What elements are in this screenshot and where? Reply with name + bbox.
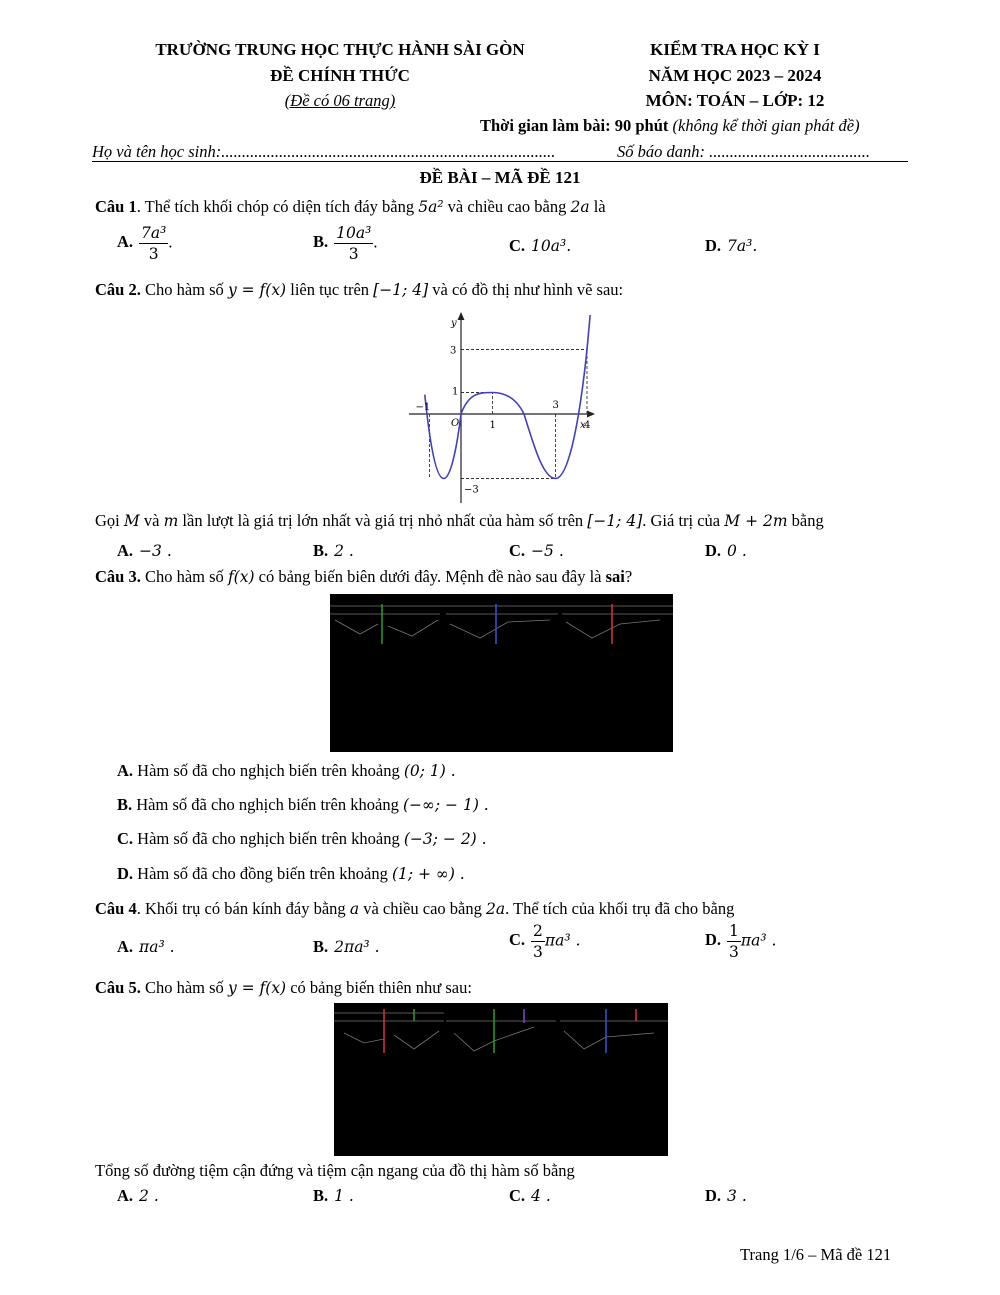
official-label: ĐỀ CHÍNH THỨC <box>270 66 410 85</box>
q2-option-d: D. 0 . <box>705 541 747 560</box>
q2-option-a: A. −3 . <box>117 541 172 560</box>
x-tick-3: 3 <box>552 400 559 411</box>
exam-code-title: ĐỀ BÀI – MÃ ĐỀ 121 <box>419 168 581 187</box>
page-footer: Trang 1/6 – Mã đề 121 <box>740 1245 892 1264</box>
header-divider <box>92 161 908 162</box>
q1-option-c: C. 10a³. <box>509 236 572 255</box>
question-5-options <box>0 1186 1000 1226</box>
q4-option-d: D. $\frac{1}{3}$ πa³ . <box>705 922 777 961</box>
student-name-field: Họ và tên học sinh:................................................................................. <box>92 142 556 161</box>
q5-option-a: A. 2 . <box>117 1186 159 1205</box>
y-tick-1: 1 <box>452 386 459 398</box>
q1-option-d: D. 7a³. <box>705 236 758 255</box>
question-1-options <box>0 224 1000 264</box>
q3-option-d: D. Hàm số đã cho đồng biến trên khoảng (1; + ∞) . <box>117 864 465 883</box>
q4-option-a: A. πa³ . <box>117 937 175 956</box>
time-limit: Thời gian làm bài: 90 phút (không kể thời gian phát đề) <box>480 116 860 135</box>
page-count: (Đề có 06 trang) <box>284 91 396 110</box>
question-5-followup: Tổng số đường tiệm cận đứng và tiệm cận ngang của đồ thị hàm số bằng <box>95 1161 575 1180</box>
q1-option-a: A. $\frac{\text{7a³}}{3}$ . <box>117 224 173 263</box>
y-axis-label: y <box>451 318 457 329</box>
question-2-followup: Gọi M và m lần lượt là giá trị lớn nhất và giá trị nhỏ nhất của hàm số trên [−1; 4]. Giá trị của M + 2m bằng <box>95 511 824 530</box>
y-tick-3: 3 <box>450 345 457 357</box>
question-3: Câu 3. Cho hàm số f(x) có bảng biến biên dưới đây. Mệnh đề nào sau đây là sai? <box>95 567 633 586</box>
y-axis-arrow <box>458 312 465 320</box>
x-tick-1: 1 <box>489 420 496 431</box>
x-tick-minus1: −1 <box>415 402 431 413</box>
q5-option-d: D. 3 . <box>705 1186 747 1205</box>
q2-option-b: B. 2 . <box>313 541 354 560</box>
x-axis-label: x <box>580 420 586 431</box>
origin-label: O <box>451 418 460 429</box>
variation-table-image-2 <box>334 1003 668 1156</box>
q2-option-c: C. −5 . <box>509 541 564 560</box>
subject: MÔN: TOÁN – LỚP: 12 <box>645 91 825 110</box>
q3-option-c: C. Hàm số đã cho nghịch biến trên khoảng (−3; − 2) . <box>117 829 487 848</box>
question-1: Câu 1. Thể tích khối chóp có diện tích đáy bằng 5a² và chiều cao bằng 2a là <box>95 197 606 216</box>
q4-option-c: C. $\frac{2}{3}$ πa³ . <box>509 922 581 961</box>
question-4-options <box>0 922 1000 962</box>
school-name: TRƯỜNG TRUNG HỌC THỰC HÀNH SÀI GÒN <box>155 40 525 59</box>
q5-option-c: C. 4 . <box>509 1186 551 1205</box>
q3-option-a: A. Hàm số đã cho nghịch biến trên khoảng (0; 1) . <box>117 761 456 780</box>
x-axis-arrow <box>587 411 595 418</box>
q1-option-b: B. $\frac{\text{10a³}}{3}$ . <box>313 224 378 263</box>
function-curve <box>425 315 590 478</box>
q4-option-b: B. 2πa³ . <box>313 937 380 956</box>
variation-table-image-1 <box>330 594 673 752</box>
function-graph <box>405 308 600 508</box>
y-tick-minus3: −3 <box>464 484 479 496</box>
question-5: Câu 5. Cho hàm số y = f(x) có bảng biến thiên như sau: <box>95 978 472 997</box>
school-year: NĂM HỌC 2023 – 2024 <box>648 66 822 85</box>
question-4: Câu 4. Khối trụ có bán kính đáy bằng a và chiều cao bằng 2a. Thể tích của khối trụ đã cho bằng <box>95 899 735 918</box>
x-tick-4: 4 <box>584 420 591 431</box>
exam-title: KIỂM TRA HỌC KỲ I <box>650 40 820 59</box>
question-2: Câu 2. Cho hàm số y = f(x) liên tục trên [−1; 4] và có đồ thị như hình vẽ sau: <box>95 280 624 299</box>
q3-option-b: B. Hàm số đã cho nghịch biến trên khoảng (−∞; − 1) . <box>117 795 489 814</box>
student-id-field: Số báo danh: ....................................... <box>617 142 870 161</box>
q5-option-b: B. 1 . <box>313 1186 354 1205</box>
